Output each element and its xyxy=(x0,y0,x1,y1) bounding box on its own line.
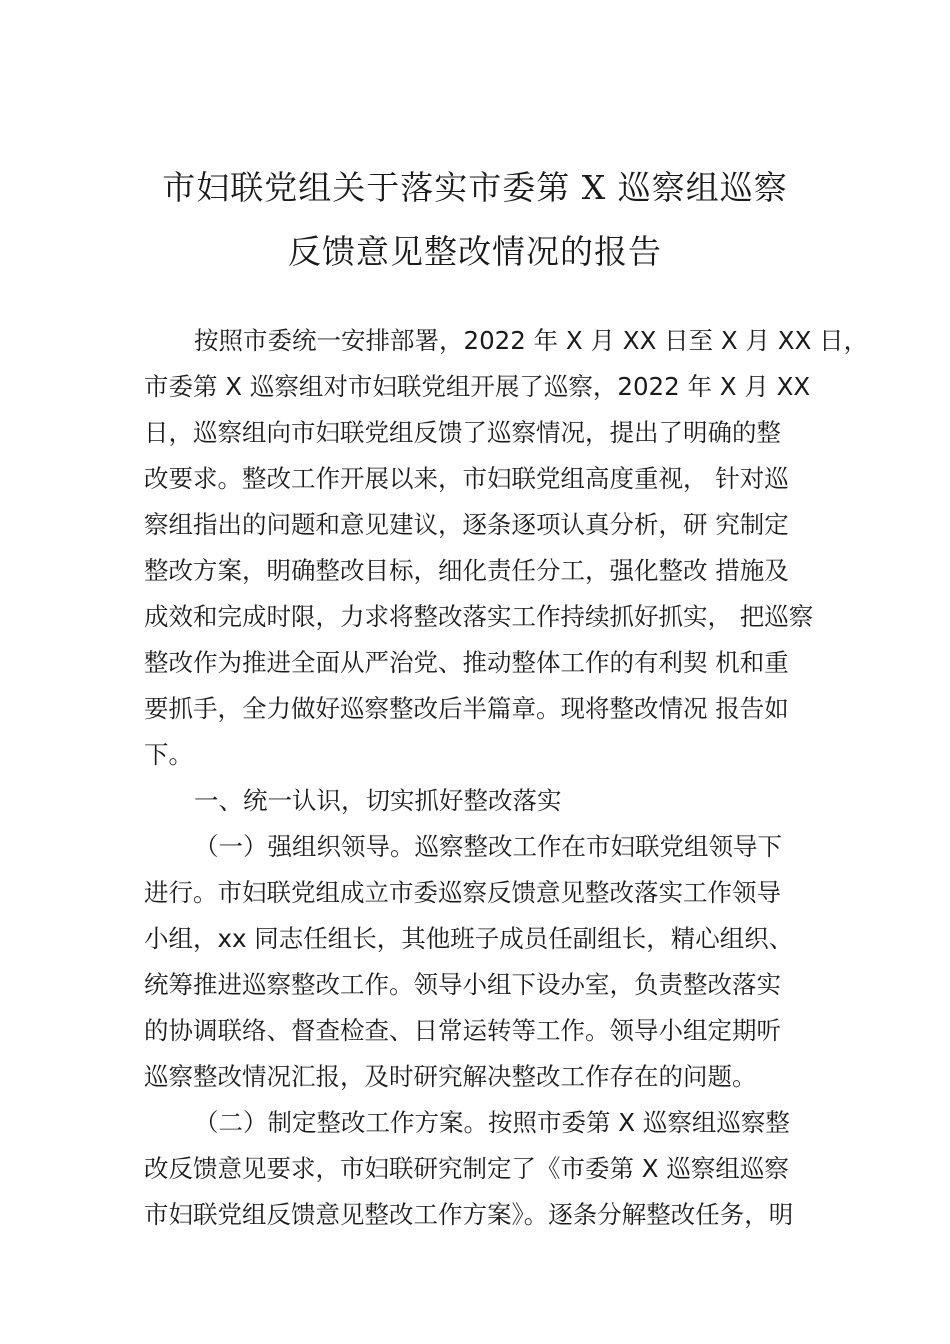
subsection-line: （二）制定整改工作方案。按照市委第 X 巡察组巡察整 xyxy=(194,1108,790,1137)
subsection-line: （一）强组织领导。巡察整改工作在市妇联党组领导下 xyxy=(194,832,782,861)
body-line: 小组，xx 同志任组长，其他班子成员任副组长，精心组织、 xyxy=(144,924,794,953)
body-line: 巡察整改情况汇报，及时研究解决整改工作存在的问题。 xyxy=(144,1062,757,1091)
body-line: 察组指出的问题和意见建议，逐条逐项认真分析，研 究制定 xyxy=(144,510,789,539)
body-line: 下。 xyxy=(144,740,193,769)
body-line: 要抓手，全力做好巡察整改后半篇章。现将整改情况 报告如 xyxy=(144,694,789,723)
body-line: 市妇联党组反馈意见整改工作方案》。逐条分解整改任务，明 xyxy=(144,1200,794,1229)
body-line: 成效和完成时限，力求将整改落实工作持续抓好抓实， 把巡察 xyxy=(144,602,814,631)
body-line: 市委第 X 巡察组对市妇联党组开展了巡察，2022 年 X 月 XX xyxy=(144,372,811,401)
body-line: 日，巡察组向市妇联党组反馈了巡察情况，提出了明确的整 xyxy=(144,418,781,447)
body-line: 统筹推进巡察整改工作。领导小组下设办室，负责整改落实 xyxy=(144,970,781,999)
document-title-line-1: 市妇联党组关于落实市委第 X 巡察组巡察 xyxy=(162,168,788,207)
body-line: 整改方案，明确整改目标，细化责任分工，强化整改 措施及 xyxy=(144,556,789,585)
body-line: 改反馈意见要求，市妇联研究制定了《市委第 X 巡察组巡察 xyxy=(144,1154,789,1183)
body-line: 按照市委统一安排部署，2022 年 X 月 XX 日至 X 月 XX 日， xyxy=(194,326,869,355)
document-title-line-2: 反馈意见整改情况的报告 xyxy=(288,232,662,271)
body-line: 进行。市妇联党组成立市委巡察反馈意见整改落实工作领导 xyxy=(144,878,781,907)
body-line: 的协调联络、督查检查、日常运转等工作。领导小组定期听 xyxy=(144,1016,781,1045)
body-line: 整改作为推进全面从严治党、推动整体工作的有利契 机和重 xyxy=(144,648,789,677)
section-heading: 一、统一认识，切实抓好整改落实 xyxy=(194,786,562,815)
body-line: 改要求。整改工作开展以来，市妇联党组高度重视， 针对巡 xyxy=(144,464,789,493)
